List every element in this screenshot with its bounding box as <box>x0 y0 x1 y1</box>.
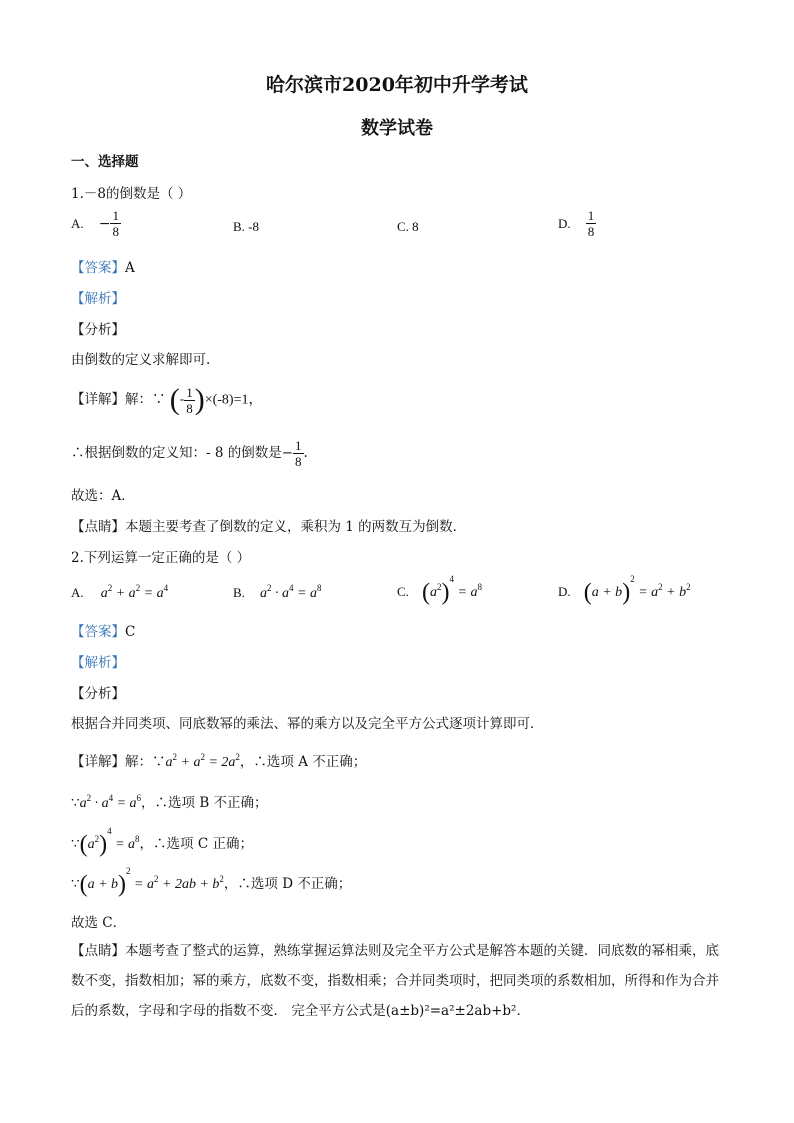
q1-option-c: C. 8 <box>397 219 419 234</box>
q1-dianjing: 【点睛】本题主要考查了倒数的定义，乘积为 1 的两数互为倒数． <box>71 519 467 535</box>
q1-analysis-tag: 【解析】 <box>71 291 125 307</box>
q2-option-c: C. $(a^2)^4 = a^8$ <box>397 574 482 606</box>
q2-detail-line4: ∵(a + $b)^2 = a^2 + 2ab + b^2$，∴选项 D 不正确； <box>71 866 352 898</box>
q2-option-a: A. $a^2 + a^2 = a^4$ <box>71 583 169 601</box>
q1-fenxi-text: 由倒数的定义求解即可. <box>71 352 211 368</box>
q1-stem: 1.－8的倒数是（ ） <box>71 186 192 202</box>
q1-option-d-fraction: $\frac{1}{8}$ <box>587 208 595 239</box>
q1-therefore-fraction: $\frac{1}{8}$ <box>295 438 302 469</box>
q1-detail: 【详解】解：∵ (- $\frac{1}{8}$ )×(-8)=1， <box>71 383 263 416</box>
q2-analysis-tag: 【解析】 <box>71 655 125 671</box>
q2-option-b: B. $a^2 \cdot a^4 = a^8$ <box>233 583 322 601</box>
q2-detail-line1: 【详解】解：$\because a^2 + a^2 = 2a^2$，∴选项 A 不正确； <box>71 752 367 770</box>
q1-choose: 故选：A． <box>71 488 135 504</box>
q2-answer: 【答案】C <box>71 624 136 640</box>
q2-choose: 故选 C． <box>71 915 127 931</box>
q2-fenxi-tag: 【分析】 <box>71 686 125 702</box>
q2-detail-line2: $\because a^2 \cdot a^4 = a^6$，∴选项 B 不正确； <box>71 793 268 811</box>
q1-option-d: D. $\frac{1}{8}$ <box>558 208 595 239</box>
q1-option-a: A. − $\frac{1}{8}$ <box>71 208 119 239</box>
q1-option-b: B. -8 <box>233 219 259 234</box>
q1-option-a-fraction: $\frac{1}{8}$ <box>112 208 119 239</box>
q2-option-d: D. $(a + b)^2 = a^2 + b^2$ <box>558 574 691 606</box>
q2-fenxi-text: 根据合并同类项、同底数幂的乘法、幂的乘方以及完全平方公式逐项计算即可． <box>71 716 544 732</box>
q2-dianjing: 【点睛】本题考查了整式的运算，熟练掌握运算法则及完全平方公式是解答本题的关键．同底数的幂相乘，底数不变，指数相加；幂的乘方，底数不变，指数相乘；合并同类项时，把同类项的系数相加，所得和作为合并后的系数，字母和字母的指数不变． 完全平方公式是(a±b)²=a²±2ab+b²． <box>71 943 719 1019</box>
q1-detail-fraction: $\frac{1}{8}$ <box>186 384 193 416</box>
q1-answer: 【答案】A <box>71 260 135 276</box>
q1-fenxi-tag: 【分析】 <box>71 322 125 338</box>
section-heading: 一、选择题 <box>71 154 139 170</box>
exam-title: 哈尔滨市2020年初中升学考试 <box>266 74 528 96</box>
q2-detail-line3: $\because(a^2)^4 = a^8$，∴选项 C 正确； <box>71 826 253 858</box>
exam-subtitle: 数学试卷 <box>361 118 433 139</box>
q2-stem: 2.下列运算一定正确的是（ ） <box>71 550 251 566</box>
q1-therefore: ∴根据倒数的定义知：- 8 的倒数是− $\frac{1}{8}$ . <box>71 438 308 469</box>
